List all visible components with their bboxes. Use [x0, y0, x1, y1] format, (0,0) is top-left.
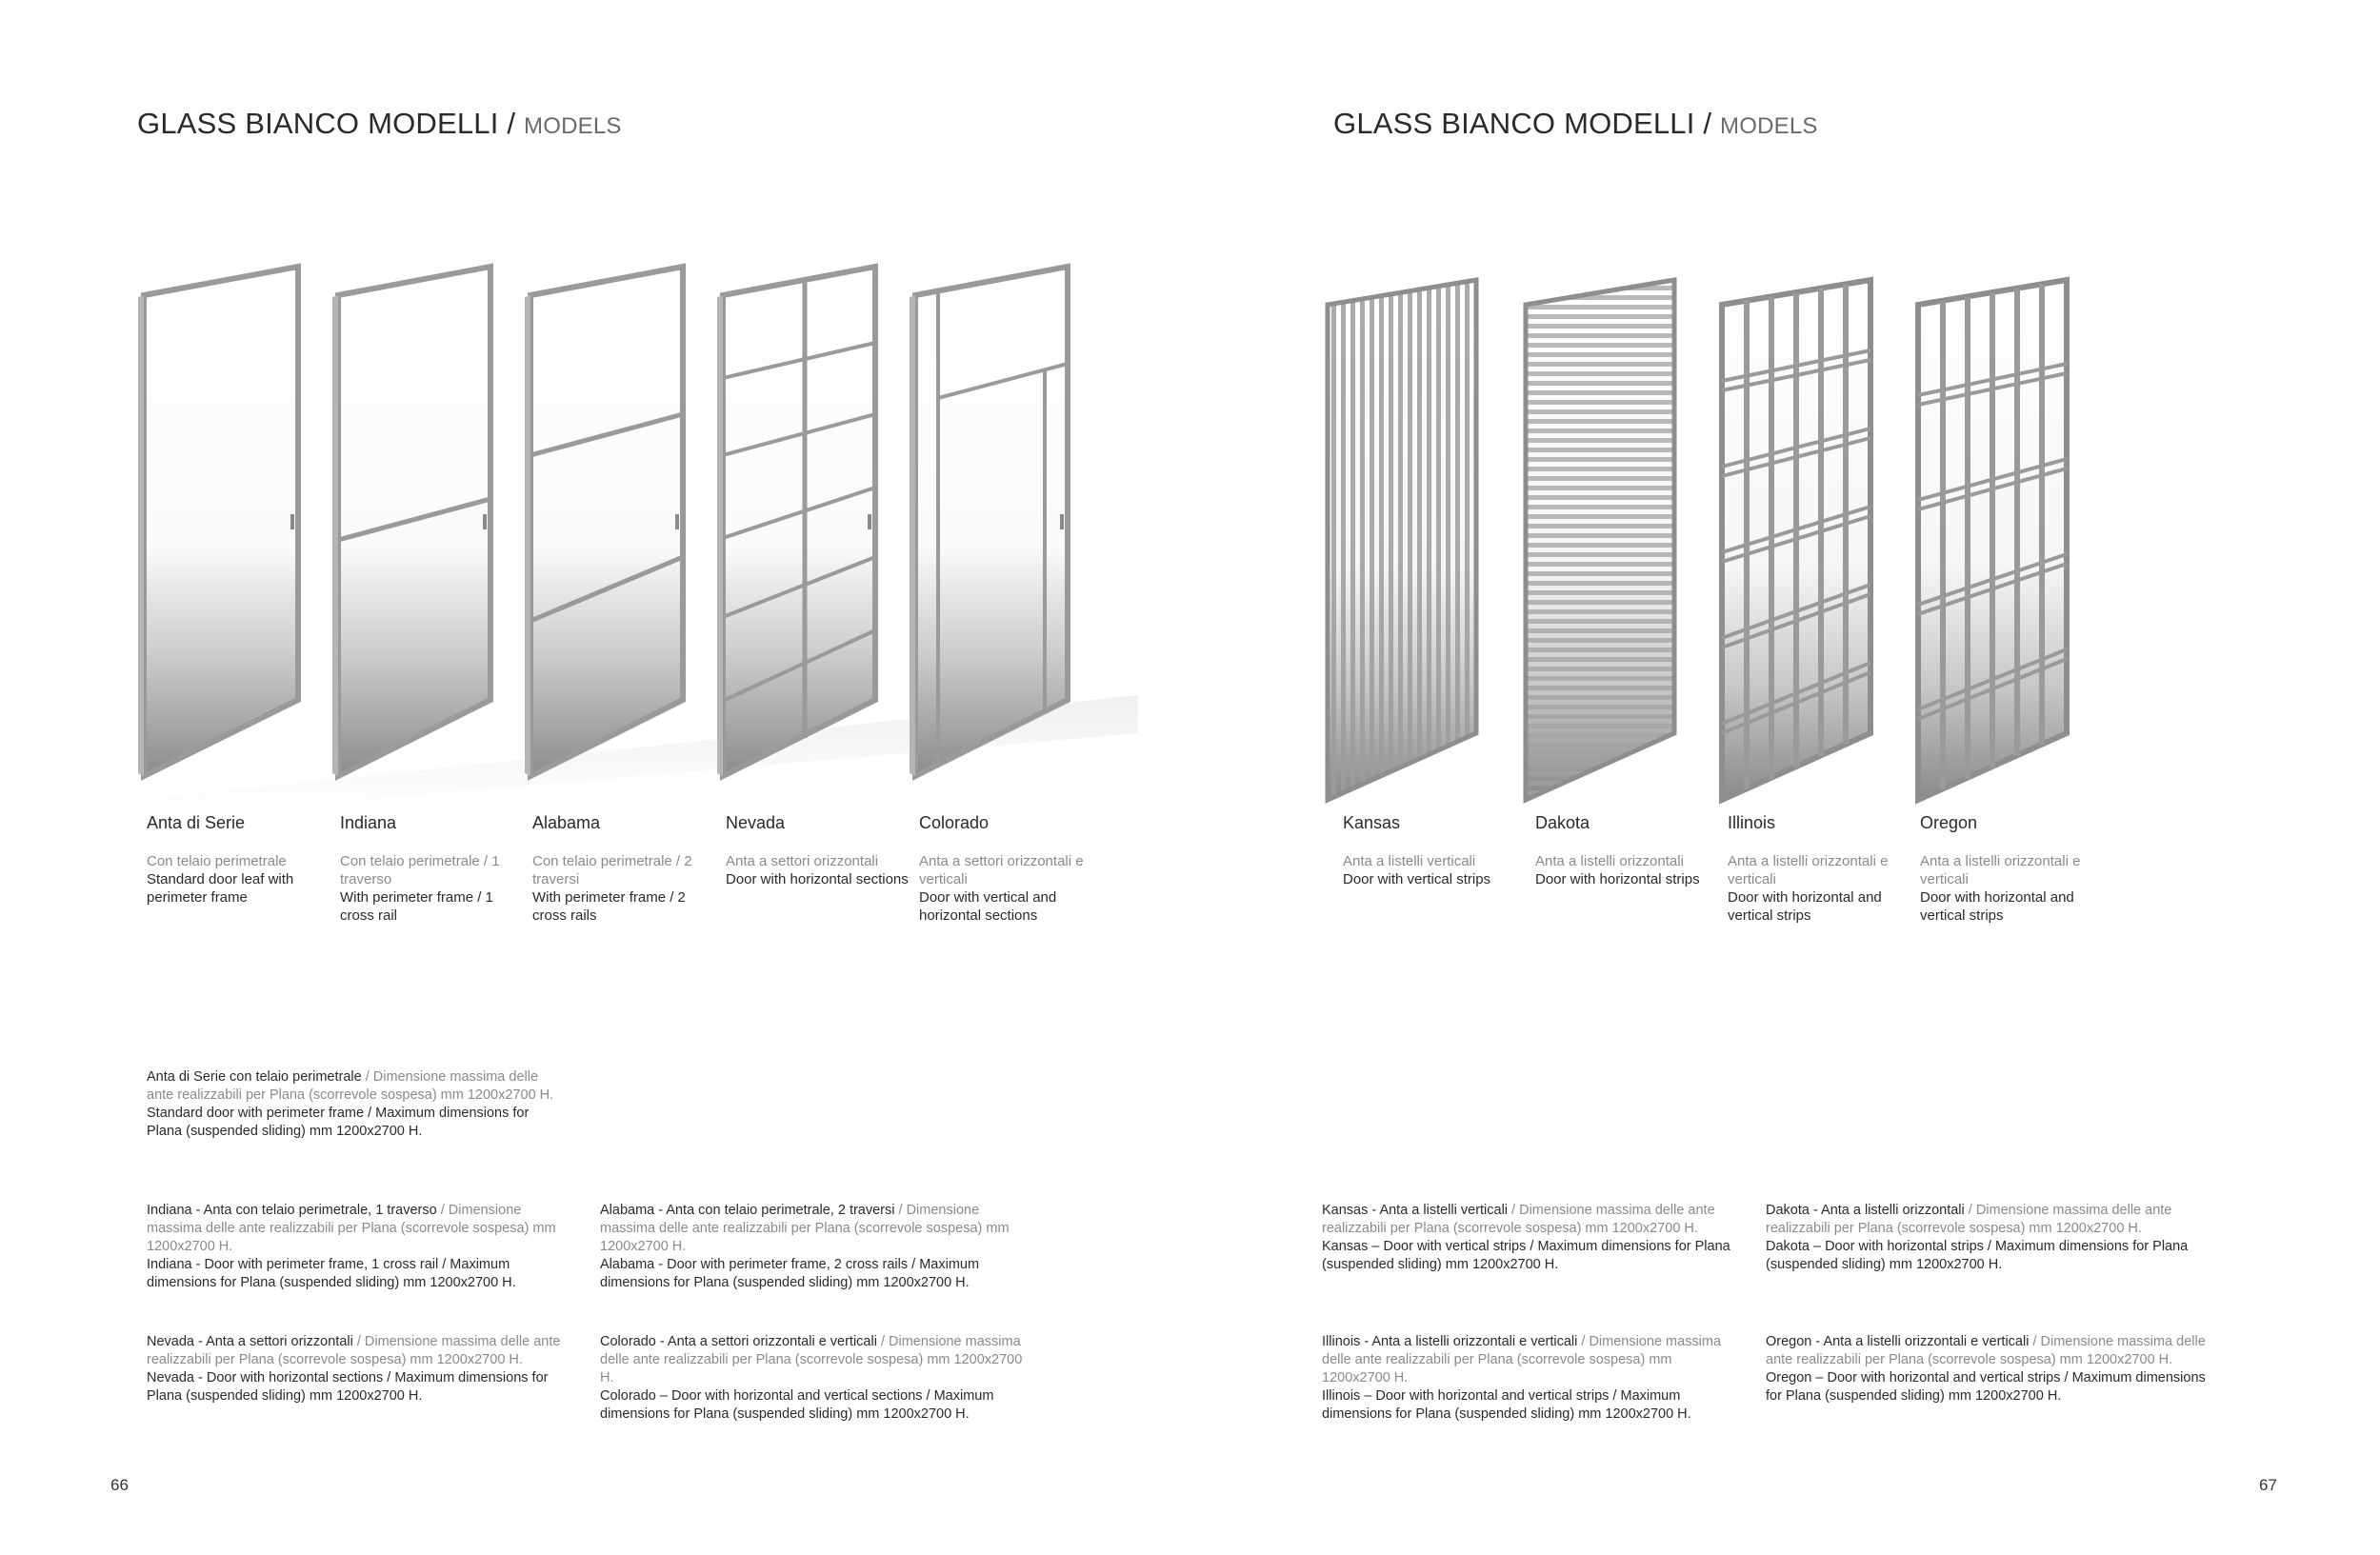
spec-heading: Colorado - Anta a settori orizzontali e verticali — [600, 1334, 877, 1349]
model-description-it: Anta a listelli orizzontali — [1535, 853, 1684, 869]
model-description-it: Anta a listelli orizzontali e verticali — [1920, 853, 2081, 887]
model-name: Indiana — [340, 813, 397, 832]
model-description-en: With perimeter frame / 2 cross rails — [532, 889, 686, 924]
title-main: GLASS BIANCO MODELLI — [137, 107, 499, 140]
model-card-alabama — [532, 813, 718, 925]
spec-anta-di-serie — [147, 1068, 566, 1141]
spec-text-en: Nevada - Door with horizontal sections / Maximum dimensions for Plana (suspended sliding) mm 1200x2700 H. — [147, 1370, 549, 1404]
page-number: 67 — [2259, 1476, 2277, 1494]
title-separator: / — [1694, 107, 1721, 140]
model-card-indiana — [340, 813, 526, 925]
door-cross-strips-icon — [1722, 280, 1870, 800]
model-name: Alabama — [532, 813, 601, 832]
door-cross-strips-icon — [1918, 280, 2067, 800]
right-page — [1190, 0, 2380, 1555]
model-card-illinois — [1728, 813, 1913, 925]
model-card-nevada — [726, 813, 911, 888]
spec-illinois — [1322, 1333, 1741, 1424]
model-description-en: Door with horizontal and vertical strips — [1920, 889, 2074, 924]
model-description-it: Anta a listelli verticali — [1343, 853, 1476, 869]
spec-text-en: Standard door with perimeter frame / Maximum dimensions for Plana (suspended sliding) mm 1200x2700 H. — [147, 1106, 530, 1139]
model-card-anta-di-serie — [147, 813, 332, 907]
spec-oregon — [1766, 1333, 2213, 1405]
title-separator: / — [498, 107, 525, 140]
spec-text-en: Oregon – Door with horizontal and vertical strips / Maximum dimensions for Plana (suspended sliding) mm 1200x2700 H. — [1766, 1370, 2206, 1404]
model-name: Kansas — [1343, 813, 1401, 832]
title-subtitle: MODELS — [1720, 113, 1818, 139]
title-main: GLASS BIANCO MODELLI — [1333, 107, 1695, 140]
model-card-oregon — [1920, 813, 2106, 925]
spec-colorado — [600, 1333, 1029, 1424]
spec-dakota — [1766, 1202, 2213, 1274]
spec-heading: Indiana - Anta con telaio perimetrale, 1 traverso — [147, 1203, 437, 1218]
spec-indiana — [147, 1202, 566, 1292]
spec-text-en: Alabama - Door with perimeter frame, 2 cross rails / Maximum dimensions for Plana (suspended sliding) mm 1200x2700 H. — [600, 1257, 980, 1290]
spec-text-it: / Dimensione massima delle ante realizzabili per Plana (scorrevole sospesa) mm 1200x2700 H. — [147, 1203, 556, 1254]
model-card-dakota — [1535, 813, 1721, 888]
model-name: Dakota — [1535, 813, 1590, 832]
door-vertical-strips-icon — [1328, 280, 1476, 800]
spec-heading: Alabama - Anta con telaio perimetrale, 2 traversi — [600, 1203, 895, 1218]
door-two-rails-icon — [525, 267, 683, 776]
spec-heading: Nevada - Anta a settori orizzontali — [147, 1334, 353, 1349]
model-description-it: Anta a settori orizzontali — [726, 853, 879, 869]
page-number: 66 — [110, 1476, 129, 1494]
spec-text-it: / Dimensione massima delle ante realizzabili per Plana (scorrevole sospesa) mm 1200x2700 H. — [147, 1069, 554, 1103]
model-name: Colorado — [919, 813, 990, 832]
model-description-en: With perimeter frame / 1 cross rail — [340, 889, 493, 924]
spec-text-en: Dakota – Door with horizontal strips / Maximum dimensions for Plana (suspended sliding) mm 1200x2700 H. — [1766, 1239, 2189, 1272]
spec-text-it: / Dimensione massima delle ante realizzabili per Plana (scorrevole sospesa) mm 1200x2700 H. — [600, 1334, 1023, 1386]
model-description-it: Con telaio perimetrale — [147, 853, 287, 869]
spec-kansas — [1322, 1202, 1741, 1274]
model-card-kansas — [1343, 813, 1529, 888]
model-description-en: Door with vertical and horizontal sections — [919, 889, 1057, 924]
spec-heading: Kansas - Anta a listelli verticali — [1322, 1203, 1509, 1218]
spec-text-it: / Dimensione massima delle ante realizzabili per Plana (scorrevole sospesa) mm 1200x2700 H. — [1766, 1203, 2172, 1236]
spec-text-en: Kansas – Door with vertical strips / Maximum dimensions for Plana (suspended sliding) mm 1200x2700 H. — [1322, 1239, 1730, 1272]
door-sections-icon — [910, 267, 1068, 776]
spec-text-en: Colorado – Door with horizontal and vertical sections / Maximum dimensions for Plana (suspended sliding) mm 1200x2700 H. — [600, 1388, 994, 1422]
model-description-en: Door with horizontal and vertical strips — [1728, 889, 1882, 924]
door-illustrations — [1322, 238, 2333, 819]
page-title — [1333, 107, 1818, 141]
model-description-en: Door with horizontal sections — [726, 871, 909, 887]
spec-alabama — [600, 1202, 1029, 1292]
spec-heading: Oregon - Anta a listelli orizzontali e verticali — [1766, 1334, 2030, 1349]
model-name: Nevada — [726, 813, 786, 832]
door-grid-icon — [717, 267, 875, 776]
door-plain-icon — [138, 267, 298, 776]
spec-text-it: / Dimensione massima delle ante realizzabili per Plana (scorrevole sospesa) mm 1200x2700 H. — [1766, 1334, 2206, 1367]
model-description-it: Con telaio perimetrale / 2 traversi — [532, 853, 692, 887]
model-description-en: Door with vertical strips — [1343, 871, 1491, 887]
spec-text-it: / Dimensione massima delle ante realizzabili per Plana (scorrevole sospesa) mm 1200x2700 H. — [600, 1203, 1010, 1254]
model-description-en: Standard door leaf with perimeter frame — [147, 871, 294, 906]
model-name: Illinois — [1728, 813, 1776, 832]
model-description-en: Door with horizontal strips — [1535, 871, 1700, 887]
model-description-it: Con telaio perimetrale / 1 traverso — [340, 853, 500, 887]
door-one-rail-icon — [332, 267, 490, 776]
model-name: Anta di Serie — [147, 813, 246, 832]
spec-heading: Illinois - Anta a listelli orizzontali e verticali — [1322, 1334, 1578, 1349]
spec-heading: Anta di Serie con telaio perimetrale — [147, 1069, 362, 1085]
model-description-it: Anta a settori orizzontali e verticali — [919, 853, 1084, 887]
spec-text-en: Illinois – Door with horizontal and vertical strips / Maximum dimensions for Plana (suspended sliding) mm 1200x2700 H. — [1322, 1388, 1691, 1422]
title-subtitle: MODELS — [524, 113, 622, 139]
model-description-it: Anta a listelli orizzontali e verticali — [1728, 853, 1889, 887]
spec-text-it: / Dimensione massima delle ante realizzabili per Plana (scorrevole sospesa) mm 1200x2700 H. — [147, 1334, 561, 1367]
page-title — [137, 107, 622, 141]
spec-text-it: / Dimensione massima delle ante realizzabili per Plana (scorrevole sospesa) mm 1200x2700 H. — [1322, 1203, 1715, 1236]
model-name: Oregon — [1920, 813, 1978, 832]
spec-text-it: / Dimensione massima delle ante realizzabili per Plana (scorrevole sospesa) mm 1200x2700 H. — [1322, 1334, 1722, 1386]
spec-heading: Dakota - Anta a listelli orizzontali — [1766, 1203, 1965, 1218]
door-illustrations — [138, 238, 1143, 819]
model-card-colorado — [919, 813, 1105, 925]
spec-text-en: Indiana - Door with perimeter frame, 1 cross rail / Maximum dimensions for Plana (suspended sliding) mm 1200x2700 H. — [147, 1257, 516, 1290]
spec-nevada — [147, 1333, 566, 1405]
door-horizontal-strips-icon — [1526, 280, 1674, 800]
